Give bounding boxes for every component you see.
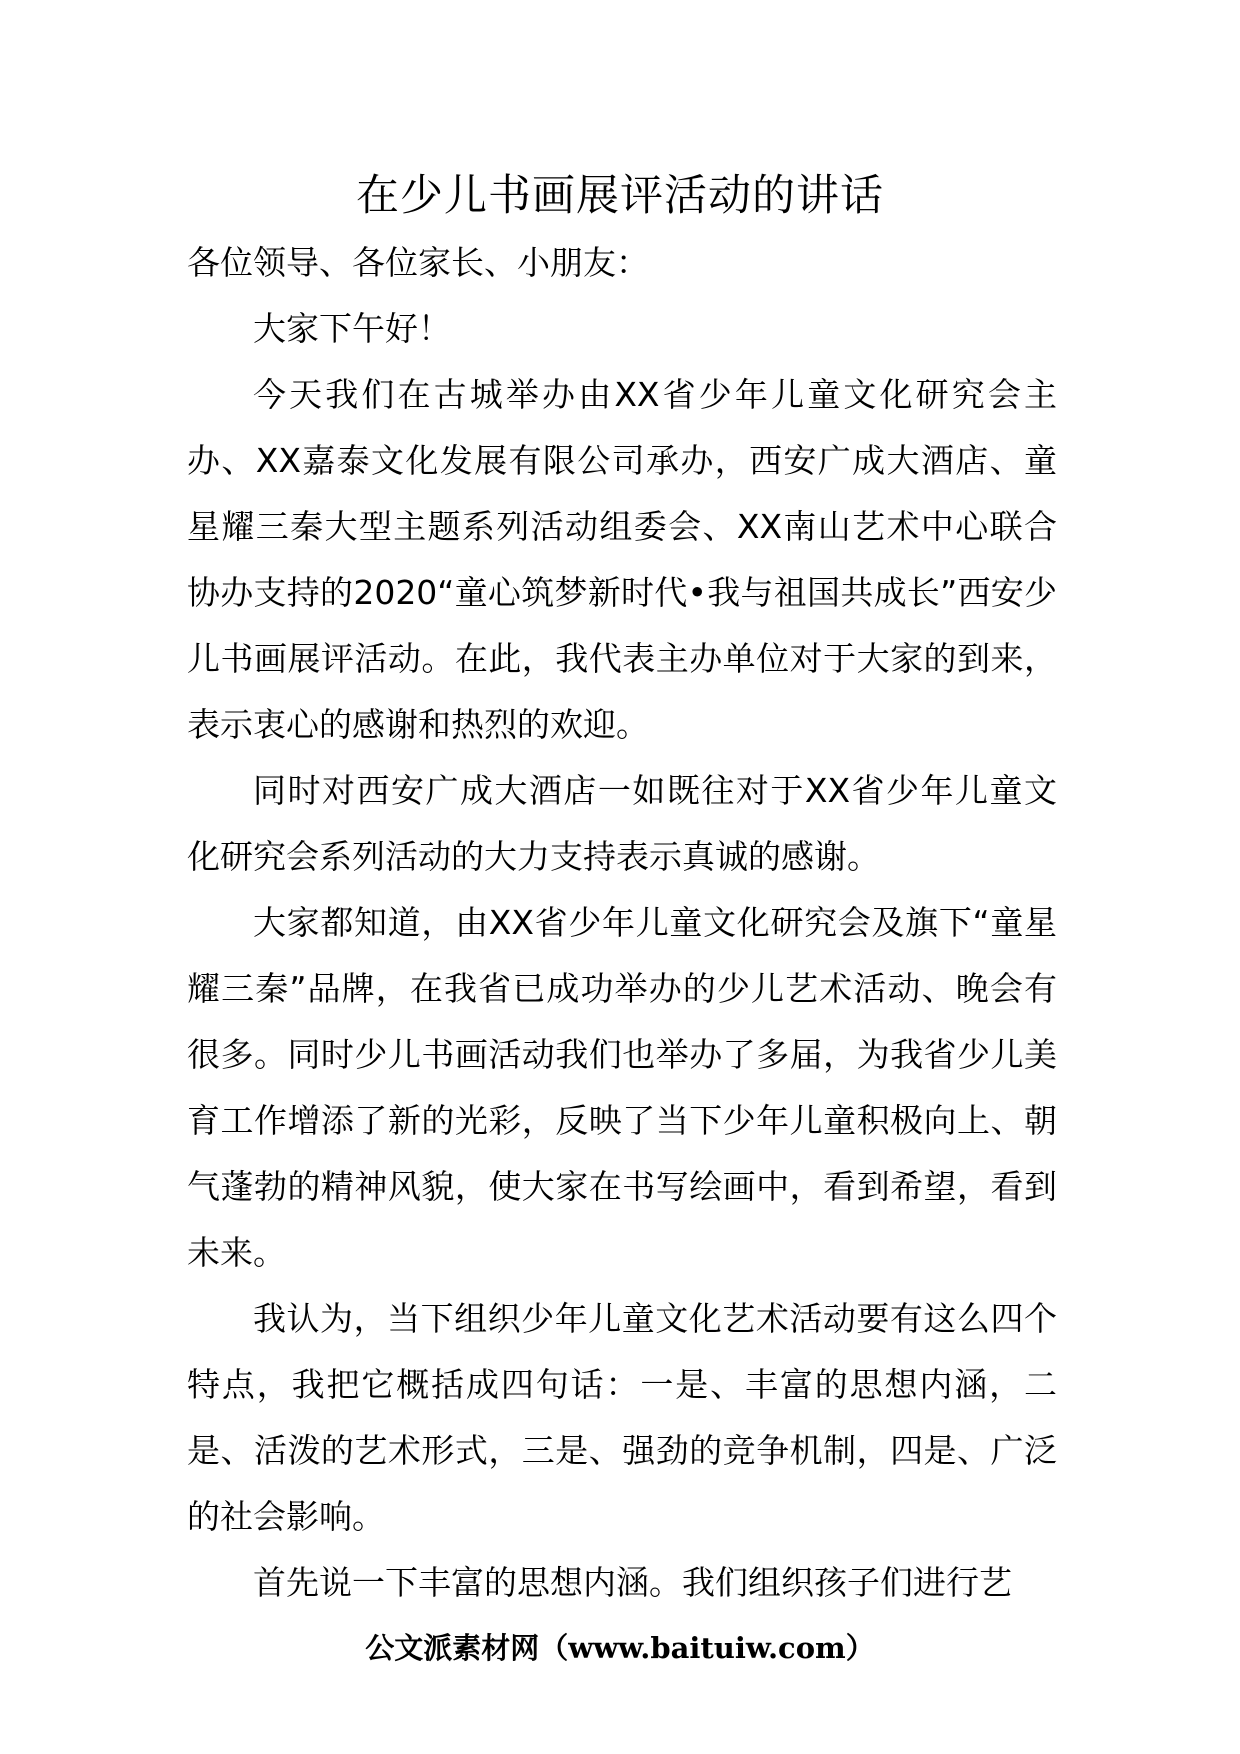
paragraph-thanks: 同时对西安广成大酒店一如既往对于XX省少年儿童文化研究会系列活动的大力支持表示真诚的感谢。 [187,771,1057,876]
paragraph-greeting: 大家下午好！ [253,309,451,348]
paragraph-first-point: 首先说一下丰富的思想内涵。我们组织孩子们进行艺 [253,1563,1012,1602]
salutation: 各位领导、各位家长、小朋友： [187,243,649,282]
paragraph-four-features: 我认为，当下组织少年儿童文化艺术活动要有这么四个特点，我把它概括成四句话：一是、丰富的思想内涵，二是、活泼的艺术形式，三是、强劲的竞争机制，四是、广泛的社会影响。 [187,1299,1057,1536]
document-body [187,230,1057,1616]
source-footer: 公文派素材网（www.baituiw.com） [365,1631,875,1665]
paragraph-introduction: 今天我们在古城举办由XX省少年儿童文化研究会主办、XX嘉泰文化发展有限公司承办，西安广成大酒店、童星耀三秦大型主题系列活动组委会、XX南山艺术中心联合协办支持的2020“童心筑梦新时代•我与祖国共成长”西安少儿书画展评活动。在此，我代表主办单位对于大家的到来，表示衷心的感谢和热烈的欢迎。 [187,375,1057,744]
paragraph-background: 大家都知道，由XX省少年儿童文化研究会及旗下“童星耀三秦”品牌，在我省已成功举办的少儿艺术活动、晚会有很多。同时少儿书画活动我们也举办了多届，为我省少儿美育工作增添了新的光彩，反映了当下少年儿童积极向上、朝气蓬勃的精神风貌，使大家在书写绘画中，看到希望，看到未来。 [187,903,1057,1272]
document-title: 在少儿书画展评活动的讲话 [356,171,884,221]
